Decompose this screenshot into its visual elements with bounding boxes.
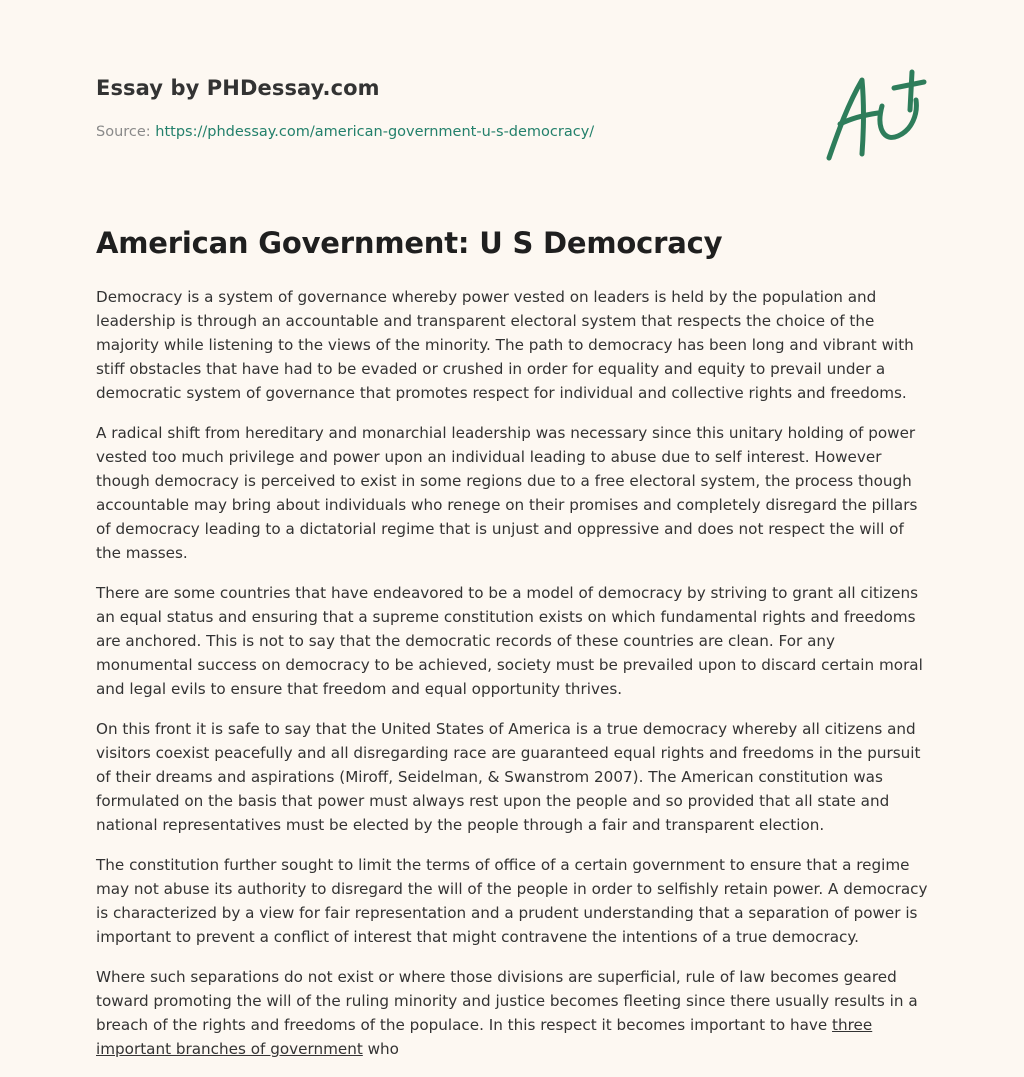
a-plus-grade-icon <box>820 66 930 166</box>
article-body <box>96 285 932 1077</box>
paragraph: Democracy is a system of governance whereby power vested on leaders is held by the population and leadership is through an accountable and transparent electoral system that respects the choice of the majority while listening to the views of the minority. The path to democracy has been long and vibrant with stiff obstacles that have had to be evaded or crushed in order for equality and equity to prevail under a democratic system of governance that promotes respect for individual and collective rights and freedoms. <box>96 288 914 402</box>
paragraph-text: Where such separations do not exist or where those divisions are superficial, rule of law becomes geared toward promoting the will of the ruling minority and justice becomes fleeting since there usually results in a breach of the rights and freedoms of the populace. In this respect it becomes important to have <box>96 968 918 1034</box>
paragraph <box>96 965 932 1061</box>
source-line <box>96 124 594 140</box>
paragraph: The constitution further sought to limit the terms of office of a certain government to ensure that a regime may not abuse its authority to disregard the will of the people in order to selfishly retain power. A democracy is characterized by a view for fair representation and a prudent understanding that a separation of power is important to prevent a conflict of interest that might contravene the intentions of a true democracy. <box>96 856 928 946</box>
paragraph: There are some countries that have endeavored to be a model of democracy by striving to grant all citizens an equal status and ensuring that a supreme constitution exists on which fundamental rights and freedoms are anchored. This is not to say that the democratic records of these countries are clean. For any monumental success on democracy to be achieved, society must be prevailed upon to discard certain moral and legal evils to ensure that freedom and equal opportunity thrives. <box>96 584 923 698</box>
page-title: American Government: U S Democracy <box>96 226 723 260</box>
paragraph-text: who <box>362 1040 399 1058</box>
source-label: Source: <box>96 124 156 140</box>
branches-of-government-link[interactable]: three important branches of government <box>96 1016 873 1058</box>
paragraph: A radical shift from hereditary and monarchial leadership was necessary since this unitary holding of power vested too much privilege and power upon an individual leading to abuse due to self interest. However though democracy is perceived to exist in some regions due to a free electoral system, the process though accountable may bring about individuals who renege on their promises and completely disregard the pillars of democracy leading to a dictatorial regime that is unjust and oppressive and does not respect the will of the masses. <box>96 424 918 562</box>
paragraph: On this front it is safe to say that the United States of America is a true democracy whereby all citizens and visitors coexist peacefully and all disregarding race are guaranteed equal rights and freedoms in the pursuit of their dreams and aspirations (Miroff, Seidelman, & Swanstrom 2007). The American constitution was formulated on the basis that power must always rest upon the people and so provided that all state and national representatives must be elected by the people through a fair and transparent election. <box>96 720 921 834</box>
source-link[interactable]: https://phdessay.com/american-government-u-s-democracy/ <box>155 124 595 140</box>
site-brand: Essay by PHDessay.com <box>96 76 380 100</box>
